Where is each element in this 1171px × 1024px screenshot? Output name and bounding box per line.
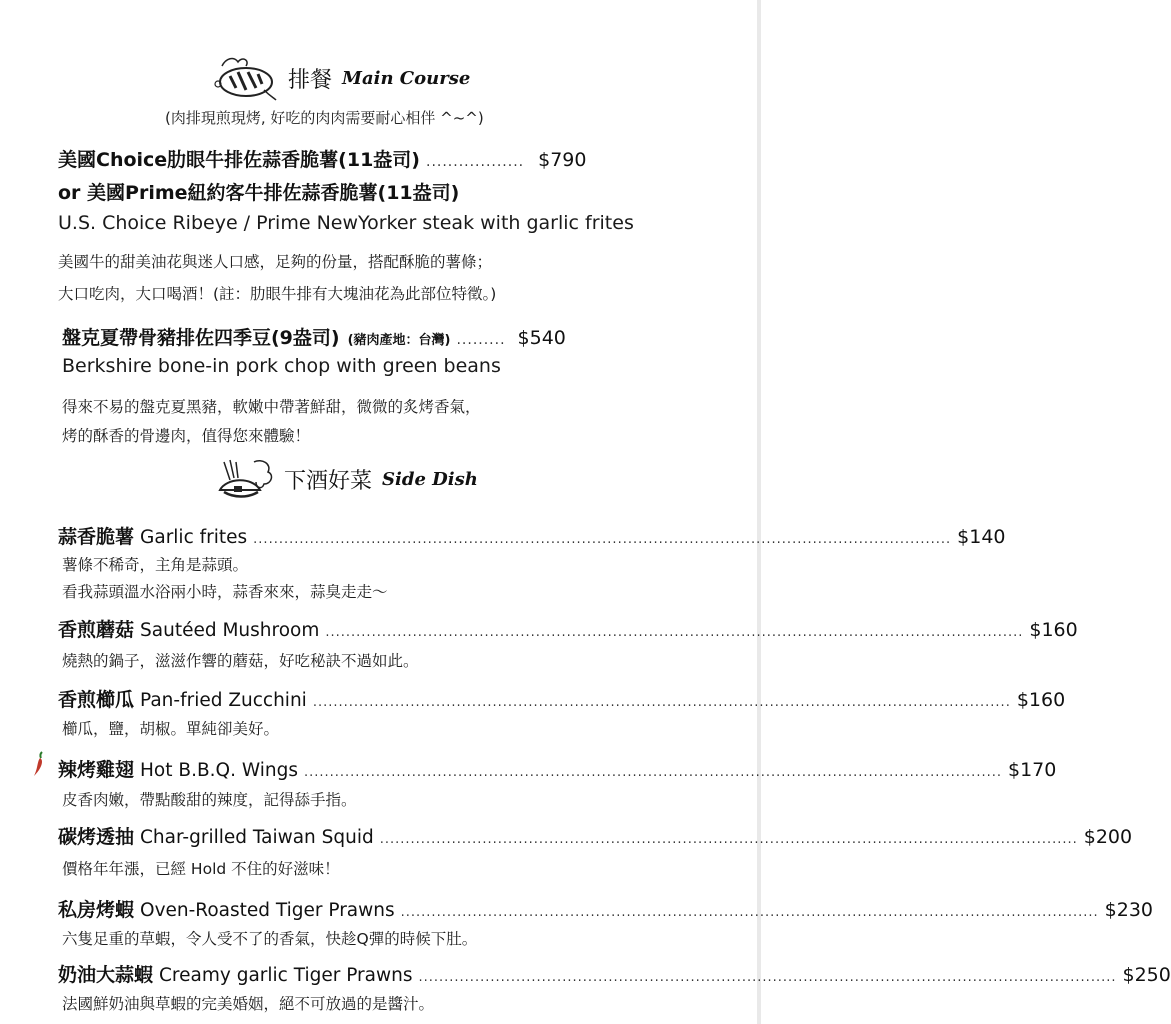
ribeye-desc-2: 大口吃肉，大口喝酒！(註：肋眼牛排有大塊油花為此部位特徵。) xyxy=(58,285,497,303)
mushroom-icon xyxy=(216,456,278,502)
menu-item xyxy=(58,685,1066,712)
item-desc: 六隻足重的草蝦，令人受不了的香氣，快趁Q彈的時候下肚。 xyxy=(62,930,478,948)
ribeye-title-row xyxy=(58,145,586,172)
side-dish-heading xyxy=(216,456,478,502)
side-dish-title-en: Side Dish xyxy=(382,468,478,490)
item-name-en: Sautéed Mushroom xyxy=(140,620,320,641)
item-price: $160 xyxy=(1016,689,1066,711)
main-course-title-en: Main Course xyxy=(342,67,471,89)
main-course-heading xyxy=(212,54,470,102)
item-name-en: Pan-fried Zucchini xyxy=(140,690,307,711)
chili-pepper-icon xyxy=(30,750,48,778)
item-name-cn: 碳烤透抽 xyxy=(58,826,135,848)
item-name-en: Oven-Roasted Tiger Prawns xyxy=(140,900,395,921)
item-desc: 法國鮮奶油與草蝦的完美婚姻，絕不可放過的是醬汁。 xyxy=(62,995,435,1013)
item-name-en: Garlic frites xyxy=(140,527,248,548)
leader-dots: ........................................................................................................................................ xyxy=(253,532,952,547)
item-desc: 櫛瓜，鹽，胡椒。單純卻美好。 xyxy=(62,720,280,738)
menu-item xyxy=(58,960,1171,987)
leader-dots: ........................................................................................................................................ xyxy=(312,695,1011,710)
item-price: $170 xyxy=(1007,759,1057,781)
menu-item xyxy=(58,895,1153,922)
item-price: $160 xyxy=(1029,619,1078,641)
pork-price: $540 xyxy=(517,327,566,349)
pork-name: 盤克夏帶骨豬排佐四季豆(9盎司) xyxy=(62,327,340,349)
pork-desc-2: 烤的酥香的骨邊肉，值得您來體驗！ xyxy=(62,427,311,445)
main-course-title-cn: 排餐 xyxy=(288,67,333,93)
ribeye-price: $790 xyxy=(538,149,587,171)
item-name-cn: 香煎櫛瓜 xyxy=(58,689,135,711)
leader-dots: ........................................................................................................................................ xyxy=(418,970,1117,985)
item-desc: 皮香肉嫩，帶點酸甜的辣度，記得舔手指。 xyxy=(62,791,357,809)
leader-dots: ........................................................................................................................................ xyxy=(325,625,1024,640)
ribeye-desc-1: 美國牛的甜美油花與迷人口感，足夠的份量，搭配酥脆的薯條； xyxy=(58,253,493,271)
main-course-note: (肉排現煎現烤, 好吃的肉肉需要耐心相伴 ^~^) xyxy=(165,109,484,127)
item-name-cn: 香煎蘑菇 xyxy=(58,619,135,641)
item-name-cn: 辣烤雞翅 xyxy=(58,759,135,781)
ribeye-name: 美國Choice肋眼牛排佐蒜香脆薯(11盎司) xyxy=(58,149,420,171)
item-name-en: Creamy garlic Tiger Prawns xyxy=(159,965,413,986)
ribeye-dots: .................. xyxy=(426,154,525,170)
item-name-en: Hot B.B.Q. Wings xyxy=(140,760,298,781)
leader-dots: ........................................................................................................................................ xyxy=(303,765,1002,780)
item-desc: 看我蒜頭溫水浴兩小時，蒜香來來，蒜臭走走～ xyxy=(62,583,388,601)
side-dish-title-cn: 下酒好菜 xyxy=(284,468,373,494)
pork-title-row xyxy=(62,323,566,350)
item-desc: 薯條不稀奇，主角是蒜頭。 xyxy=(62,556,249,574)
item-name-cn: 蒜香脆薯 xyxy=(58,526,135,548)
leader-dots: ........................................................................................................................................ xyxy=(400,905,1099,920)
pork-en-name: Berkshire bone-in pork chop with green beans xyxy=(62,355,501,377)
item-name-cn: 奶油大蒜蝦 xyxy=(58,964,154,986)
steak-icon xyxy=(212,54,282,102)
item-name-cn: 私房烤蝦 xyxy=(58,899,135,921)
item-name-en: Char-grilled Taiwan Squid xyxy=(140,827,374,848)
item-price: $140 xyxy=(957,526,1006,548)
pork-dots: ......... xyxy=(456,332,506,348)
item-price: $230 xyxy=(1104,899,1153,921)
pork-desc-1: 得來不易的盤克夏黑豬，軟嫩中帶著鮮甜，微微的炙烤香氣， xyxy=(62,398,481,416)
menu-item xyxy=(58,755,1057,782)
menu-item xyxy=(58,615,1078,642)
item-price: $200 xyxy=(1083,826,1133,848)
ribeye-en-name: U.S. Choice Ribeye / Prime NewYorker steak with garlic frites xyxy=(58,212,634,234)
pork-origin: (豬肉產地：台灣) xyxy=(347,333,451,348)
prime-name: or 美國Prime紐約客牛排佐蒜香脆薯(11盎司) xyxy=(58,182,460,204)
menu-item xyxy=(58,522,1006,549)
menu-item xyxy=(58,822,1133,849)
page-edge xyxy=(757,0,761,1024)
item-desc: 價格年年漲，已經 Hold 不住的好滋味！ xyxy=(62,860,340,878)
leader-dots: ........................................................................................................................................ xyxy=(379,832,1078,847)
item-price: $250 xyxy=(1122,964,1171,986)
item-desc: 燒熱的鍋子，滋滋作響的蘑菇，好吃秘訣不過如此。 xyxy=(62,652,419,670)
